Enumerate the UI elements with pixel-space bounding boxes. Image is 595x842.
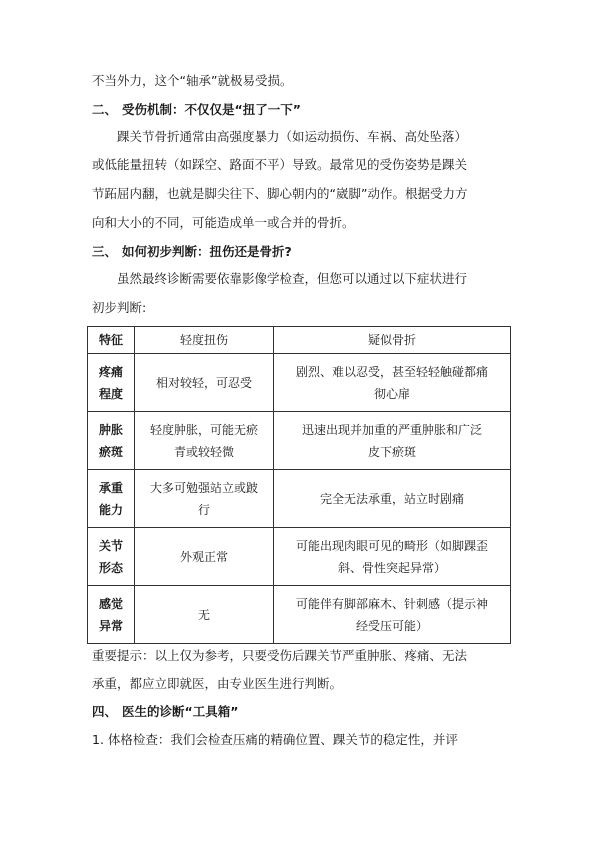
table-header-cell: 疑似骨折 — [274, 327, 511, 354]
paragraph-line: 向和大小的不同，可能造成单一或合并的骨折。 — [92, 215, 355, 230]
section-heading-2 — [92, 101, 301, 118]
section-number: 四、 — [92, 704, 118, 719]
paragraph-line: 1. 体格检查：我们会检查压痛的精确位置、踝关节的稳定性，并评 — [92, 732, 458, 747]
paragraph-line: 初步判断: — [92, 300, 147, 315]
mild-sprain-cell: 大多可勉强站立或跛 行 — [135, 470, 274, 528]
paragraph-line: 不当外力，这个“轴承”就极易受损。 — [92, 73, 293, 88]
table-header-cell: 轻度扭伤 — [135, 327, 274, 354]
section-title: 如何初步判断：扭伤还是骨折? — [122, 244, 292, 259]
feature-cell: 关节 形态 — [88, 528, 135, 586]
paragraph-line: 节跖屈内翻，也就是脚尖往下、脚心朝内的“崴脚”动作。根据受力方 — [92, 186, 468, 201]
paragraph-line: 虽然最终诊断需要依靠影像学检查，但您可以通过以下症状进行 — [117, 271, 468, 286]
mild-sprain-cell: 无 — [135, 586, 274, 644]
fracture-cell: 可能出现肉眼可见的畸形（如脚踝歪 斜、骨性突起异常） — [274, 528, 511, 586]
feature-cell: 肿胀 瘀斑 — [88, 412, 135, 470]
table-row — [88, 586, 511, 644]
section-title: 受伤机制：不仅仅是“扭了一下” — [122, 102, 301, 117]
fracture-cell: 迅速出现并加重的严重肿胀和广泛 皮下瘀斑 — [274, 412, 511, 470]
table-row — [88, 470, 511, 528]
feature-cell: 感觉 异常 — [88, 586, 135, 644]
mild-sprain-cell: 相对较轻，可忍受 — [135, 354, 274, 412]
table-row — [88, 412, 511, 470]
fracture-cell: 剧烈、难以忍受，甚至轻轻触碰都痛 彻心扉 — [274, 354, 511, 412]
note-line: 重要提示：以上仅为参考，只要受伤后踝关节严重肿胀、疼痛、无法 — [92, 648, 468, 663]
paragraph-line: 或低能量扭转（如踩空、路面不平）导致。最常见的受伤姿势是踝关 — [92, 157, 468, 172]
section-heading-4 — [92, 703, 238, 720]
mild-sprain-cell: 轻度肿胀，可能无瘀 青或较轻微 — [135, 412, 274, 470]
section-title: 医生的诊断“工具箱” — [122, 704, 239, 719]
table-header-row — [88, 327, 511, 354]
feature-cell: 承重 能力 — [88, 470, 135, 528]
table-header-cell: 特征 — [88, 327, 135, 354]
section-number: 二、 — [92, 102, 118, 117]
table-row — [88, 354, 511, 412]
fracture-cell: 完全无法承重，站立时剧痛 — [274, 470, 511, 528]
paragraph-line: 踝关节骨折通常由高强度暴力（如运动损伤、车祸、高处坠落） — [117, 129, 468, 144]
fracture-cell: 可能伴有脚部麻木、针刺感（提示神 经受压可能） — [274, 586, 511, 644]
section-heading-3 — [92, 243, 292, 260]
section-number: 三、 — [92, 244, 118, 259]
mild-sprain-cell: 外观正常 — [135, 528, 274, 586]
table-row — [88, 528, 511, 586]
symptom-comparison-table — [87, 326, 511, 644]
feature-cell: 疼痛 程度 — [88, 354, 135, 412]
note-line: 承重，都应立即就医，由专业医生进行判断。 — [92, 676, 343, 691]
